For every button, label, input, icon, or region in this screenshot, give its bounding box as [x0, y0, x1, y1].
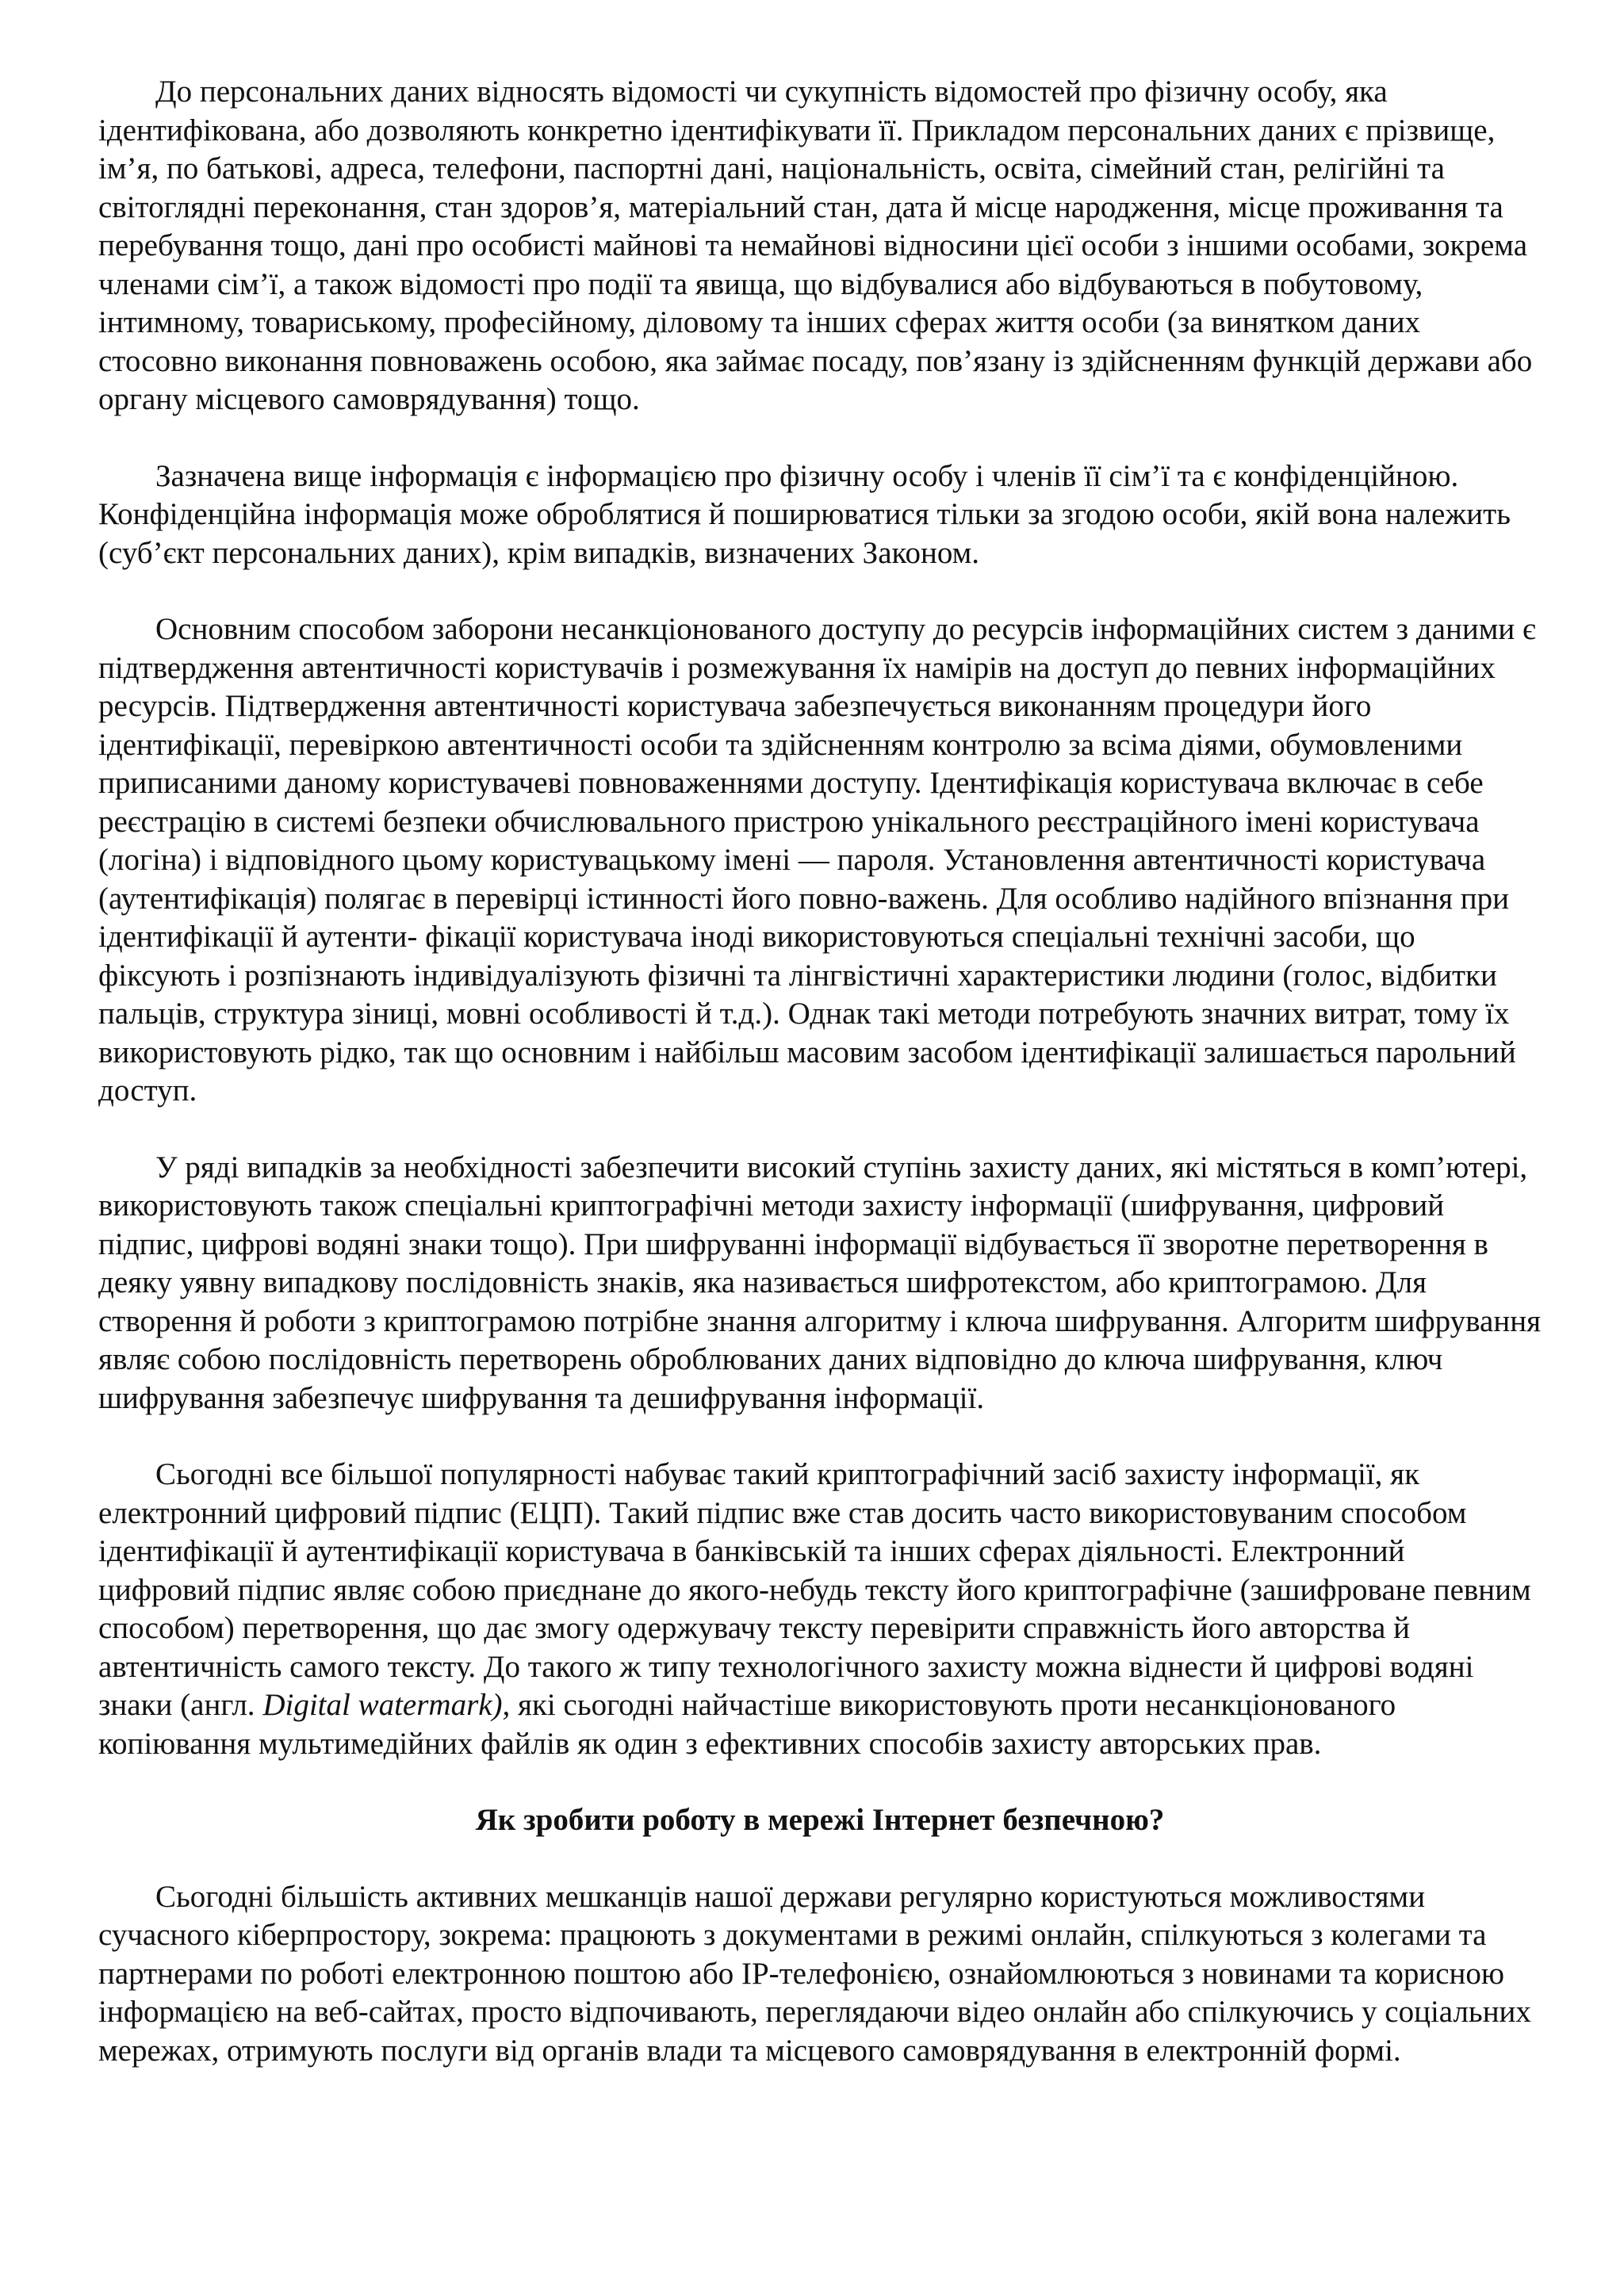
paragraph-authentication: Основним способом заборони несанкціонованого доступу до ресурсів інформаційних систем з даними є підтвердження автентичності користувачів і розмежування їх намірів на доступ до певних інформаційних ресурсів. Підтвердження автентичності користувача забезпечується виконанням процедури його ідентифікації, перевіркою автентичності особи та здійсненням контролю за всіма діями, обумовленими приписаними даному користувачеві повноваженнями доступу. Ідентифікація користувача включає в себе реєстрацію в системі безпеки обчислювального пристрою унікального реєстраційного імені користувача (логіна) і відповідного цьому користувацькому імені — пароля. Установлення автентичності користувача (аутентифікація) полягає в перевірці істинності його повно-важень. Для особливо надійного впізнання при ідентифікації й аутенти- фікації користувача іноді використовуються спеціальні технічні засоби, що фіксують і розпізнають індивідуалізують фізичні та лінгвістичні характеристики людини (голос, відбитки пальців, структура зіниці, мовні особливості й т.д.). Однак такі методи потребують значних витрат, тому їх використовують рідко, так що основним і найбільш масовим засобом ідентифікації залишається парольний доступ.	[98, 612, 1536, 1108]
paragraph-digital-signature-part-1: Сьогодні все більшої популярності набуває такий криптографічний засіб захисту інформації, як електронний цифровий підпис (ЕЦП). Такий підпис вже став досить часто використовуваним способом ідентифікації й аутентифікації користувача в банківській та інших сферах діяльності. Електронний цифровий підпис являє собою приєднане до якого-небудь тексту його криптографічне (зашифроване певним способом) перетворення, що дає змогу одержувачу тексту перевірити справжність його авторства й автентичність самого тексту. До такого ж типу технологічного захисту можна віднести й цифрові водяні знаки (англ.	[98, 1457, 1531, 1722]
paragraph-internet-usage: Сьогодні більшість активних мешканців нашої держави регулярно користуються можливостями сучасного кіберпростору, зокрема: працюють з документами в режимі онлайн, спілкуються з колегами та партнерами по роботі електронною поштою або IP-телефонією, ознайомлюються з новинами та корисною інформацією на веб-сайтах, просто відпочивають, переглядаючи відео онлайн або спілкуючись у соціальних мережах, отримують послуги від органів влади та місцевого самоврядування в електронній формі.	[98, 1879, 1531, 2068]
document-page	[98, 73, 1542, 2108]
paragraph-confidential-info: Зазначена вище інформація є інформацією про фізичну особу і членів її сім’ї та є конфіденційною. Конфіденційна інформація може оброблятися й поширюватися тільки за згодою особи, якій вона належить (суб’єкт персональних даних), крім випадків, визначених Законом.	[98, 458, 1511, 570]
paragraph-cryptography: У ряді випадків за необхідності забезпечити високий ступінь захисту даних, які містяться в комп’ютері, використовують також спеціальні криптографічні методи захисту інформації (шифрування, цифровий підпис, цифрові водяні знаки тощо). При шифруванні інформації відбувається її зворотне перетворення в деяку уявну випадкову послідовність знаків, яка називається шифротекстом, або криптограмою. Для створення й роботи з криптограмою потрібне знання алгоритму і ключа шифрування. Алгоритм шифрування являє собою послідовність перетворень оброблюваних даних відповідно до ключа шифрування, ключ шифрування забезпечує шифрування та дешифрування інформації.	[98, 1150, 1542, 1415]
paragraph-digital-signature-part-2: які сьогодні найчастіше використовують проти несанкціонованого копіювання мультимедійних файлів як один з ефективних способів захисту авторських прав.	[98, 1688, 1396, 1761]
section-heading: Як зробити роботу в мережі Інтернет безпечною?	[475, 1803, 1165, 1837]
paragraph-personal-data: До персональних даних відносять відомості чи сукупність відомостей про фізичну особу, яка ідентифікована, або дозволяють конкретно ідентифікувати її. Прикладом персональних даних є прізвище, ім’я, по батькові, адреса, телефони, паспортні дані, національність, освіта, сімейний стан, релігійні та світоглядні переконання, стан здоров’я, матеріальний стан, дата й місце народження, місце проживання та перебування тощо, дані про особисті майнові та немайнові відносини цієї особи з іншими особами, зокрема членами сім’ї, а також відомості про події та явища, що відбувалися або відбуваються в побутовому, інтимному, товариському, професійному, діловому та інших сферах життя особи (за винятком даних стосовно виконання повноважень особою, яка займає посаду, пов’язану із здійсненням функцій держави або органу місцевого самоврядування) тощо.	[98, 75, 1533, 416]
paragraph-digital-signature	[98, 1456, 1542, 1763]
digital-watermark-term: Digital watermark),	[262, 1688, 511, 1722]
